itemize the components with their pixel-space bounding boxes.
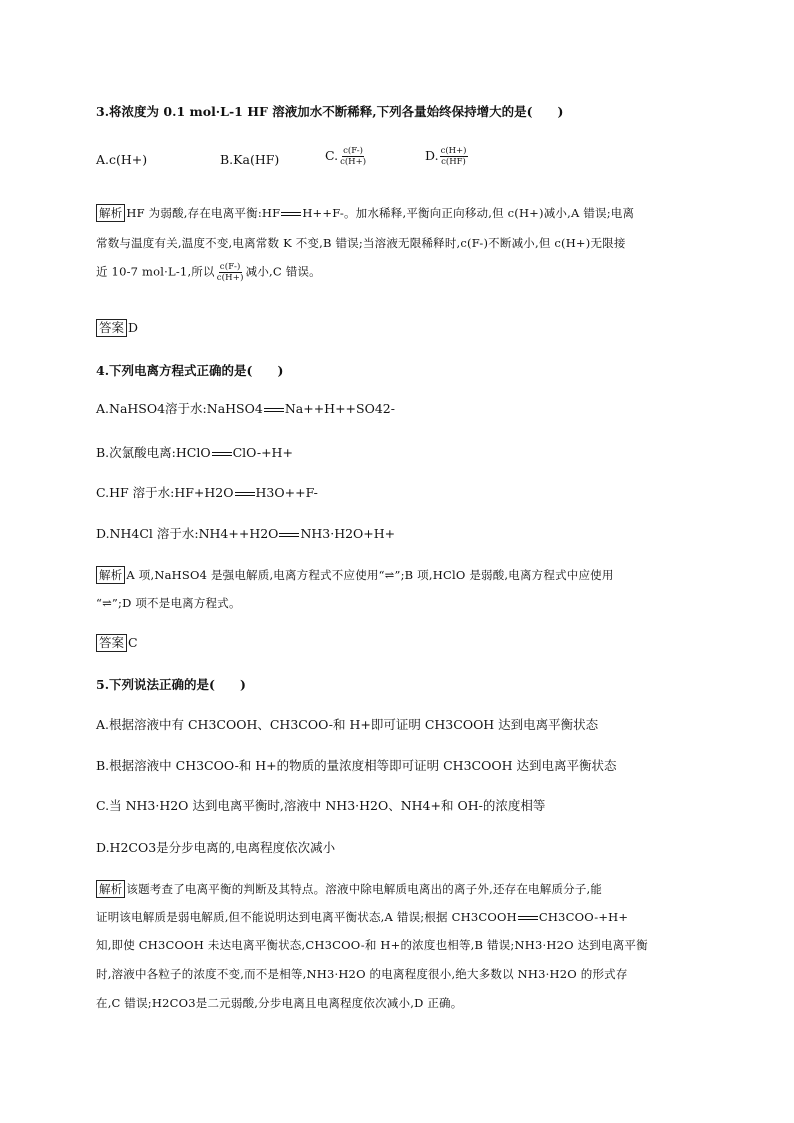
- q3-analysis-line-3: [96, 262, 321, 283]
- analysis-fraction: [216, 262, 245, 283]
- q3-answer: [96, 319, 138, 337]
- answer-tag: 答案: [96, 319, 127, 337]
- q4-option-a: [96, 400, 395, 418]
- q5-analysis-line-4: 时,溶液中各粒子的浓度不变,而不是相等,NH3·H2O 的电离程度很小,绝大多数以 NH3·H2O 的形式存: [96, 967, 628, 981]
- q5-analysis-line-5: 在,C 错误;H2CO3是二元弱酸,分步电离且电离程度依次减小,D 正确。: [96, 996, 463, 1010]
- analysis-text: 该题考查了电离平衡的判断及其特点。溶液中除电解质电离出的离子外,还存在电解质分子,能: [126, 882, 603, 896]
- q4-answer: [96, 634, 138, 652]
- fraction-denominator: c(H+): [340, 157, 367, 167]
- q4-stem: 4.下列电离方程式正确的是( ): [96, 363, 284, 378]
- option-text: B.次氯酸电离:HClO: [96, 445, 211, 460]
- analysis-text: CH3COO-+H+: [538, 910, 629, 924]
- answer-tag: 答案: [96, 634, 127, 652]
- fraction-numerator: c(F-): [219, 262, 241, 272]
- q5-option-b: B.根据溶液中 CH3COO-和 H+的物质的量浓度相等即可证明 CH3COOH 达到电离平衡状态: [96, 758, 617, 773]
- q4-option-c: [96, 484, 318, 502]
- q4-analysis-line-2: “⇌”;D 项不是电离方程式。: [96, 596, 241, 610]
- analysis-text: 证明该电解质是弱电解质,但不能说明达到电离平衡状态,A 错误;根据 CH3COOH: [96, 910, 517, 924]
- answer-value: D: [128, 320, 139, 335]
- q5-stem: 5.下列说法正确的是( ): [96, 677, 246, 692]
- analysis-tag: 解析: [96, 880, 125, 898]
- q3-stem: 3.将浓度为 0.1 mol·L-1 HF 溶液加水不断稀释,下列各量始终保持增大的是( ): [96, 104, 564, 119]
- q4-option-d: [96, 525, 395, 543]
- answer-value: C: [128, 635, 138, 650]
- q5-analysis-line-2: [96, 908, 628, 926]
- analysis-text: 减小,C 错误。: [245, 264, 321, 279]
- equals-arrow-icon: [264, 407, 284, 413]
- q3-option-a: A.c(H+): [96, 152, 148, 167]
- option-text: Na++H++SO42-: [284, 401, 395, 416]
- q3-option-d: [425, 146, 469, 167]
- option-text: A.NaHSO4溶于水:NaHSO4: [96, 401, 263, 416]
- q5-option-d: D.H2CO3是分步电离的,电离程度依次减小: [96, 840, 336, 855]
- q3-option-b: B.Ka(HF): [220, 152, 280, 167]
- analysis-tag: 解析: [96, 204, 125, 222]
- q3-option-d-fraction: [440, 146, 468, 167]
- q5-option-a: A.根据溶液中有 CH3COOH、CH3COO-和 H+即可证明 CH3COOH 达到电离平衡状态: [96, 717, 599, 732]
- q3-option-c-fraction: [339, 146, 367, 167]
- fraction-numerator: c(H+): [440, 146, 467, 156]
- fraction-denominator: c(HF): [441, 157, 466, 167]
- option-text: D.NH4Cl 溶于水:NH4++H2O: [96, 526, 279, 541]
- equilibrium-arrow-icon: [518, 915, 538, 921]
- q5-option-c: C.当 NH3·H2O 达到电离平衡时,溶液中 NH3·H2O、NH4+和 OH-的浓度相等: [96, 798, 546, 813]
- analysis-text: H++F-。加水稀释,平衡向正向移动,但 c(H+)减小,A 错误;电离: [302, 206, 635, 220]
- fraction-denominator: c(H+): [216, 273, 244, 283]
- analysis-text: HF 为弱酸,存在电离平衡:HF: [126, 206, 281, 220]
- q3-option-c-label: C.: [325, 148, 339, 163]
- q3-option-d-label: D.: [425, 148, 439, 163]
- q3-analysis-line-2: 常数与温度有关,温度不变,电离常数 K 不变,B 错误;当溶液无限稀释时,c(F-)不断减小,但 c(H+)无限接: [96, 236, 626, 250]
- q4-option-b: [96, 444, 293, 462]
- analysis-text: 近 10-7 mol·L-1,所以: [96, 264, 215, 279]
- option-text: H3O++F-: [255, 485, 318, 500]
- equilibrium-arrow-icon: [235, 491, 255, 497]
- analysis-text: A 项,NaHSO4 是强电解质,电离方程式不应使用“⇌”;B 项,HClO 是弱酸,电离方程式中应使用: [126, 568, 614, 582]
- q5-analysis-line-3: 知,即使 CH3COOH 未达电离平衡状态,CH3COO-和 H+的浓度也相等,B 错误;NH3·H2O 达到电离平衡: [96, 938, 648, 952]
- option-text: ClO-+H+: [232, 445, 293, 460]
- q3-analysis-line-1: [96, 204, 634, 222]
- q5-analysis-line-1: [96, 880, 602, 898]
- q3-option-c: [325, 146, 368, 167]
- equals-arrow-icon: [212, 451, 232, 457]
- analysis-tag: 解析: [96, 566, 125, 584]
- q4-analysis-line-1: [96, 566, 614, 584]
- fraction-numerator: c(F-): [343, 146, 363, 156]
- equilibrium-arrow-icon: [281, 211, 301, 217]
- equilibrium-arrow-icon: [279, 532, 299, 538]
- option-text: NH3·H2O+H+: [300, 526, 396, 541]
- option-text: C.HF 溶于水:HF+H2O: [96, 485, 234, 500]
